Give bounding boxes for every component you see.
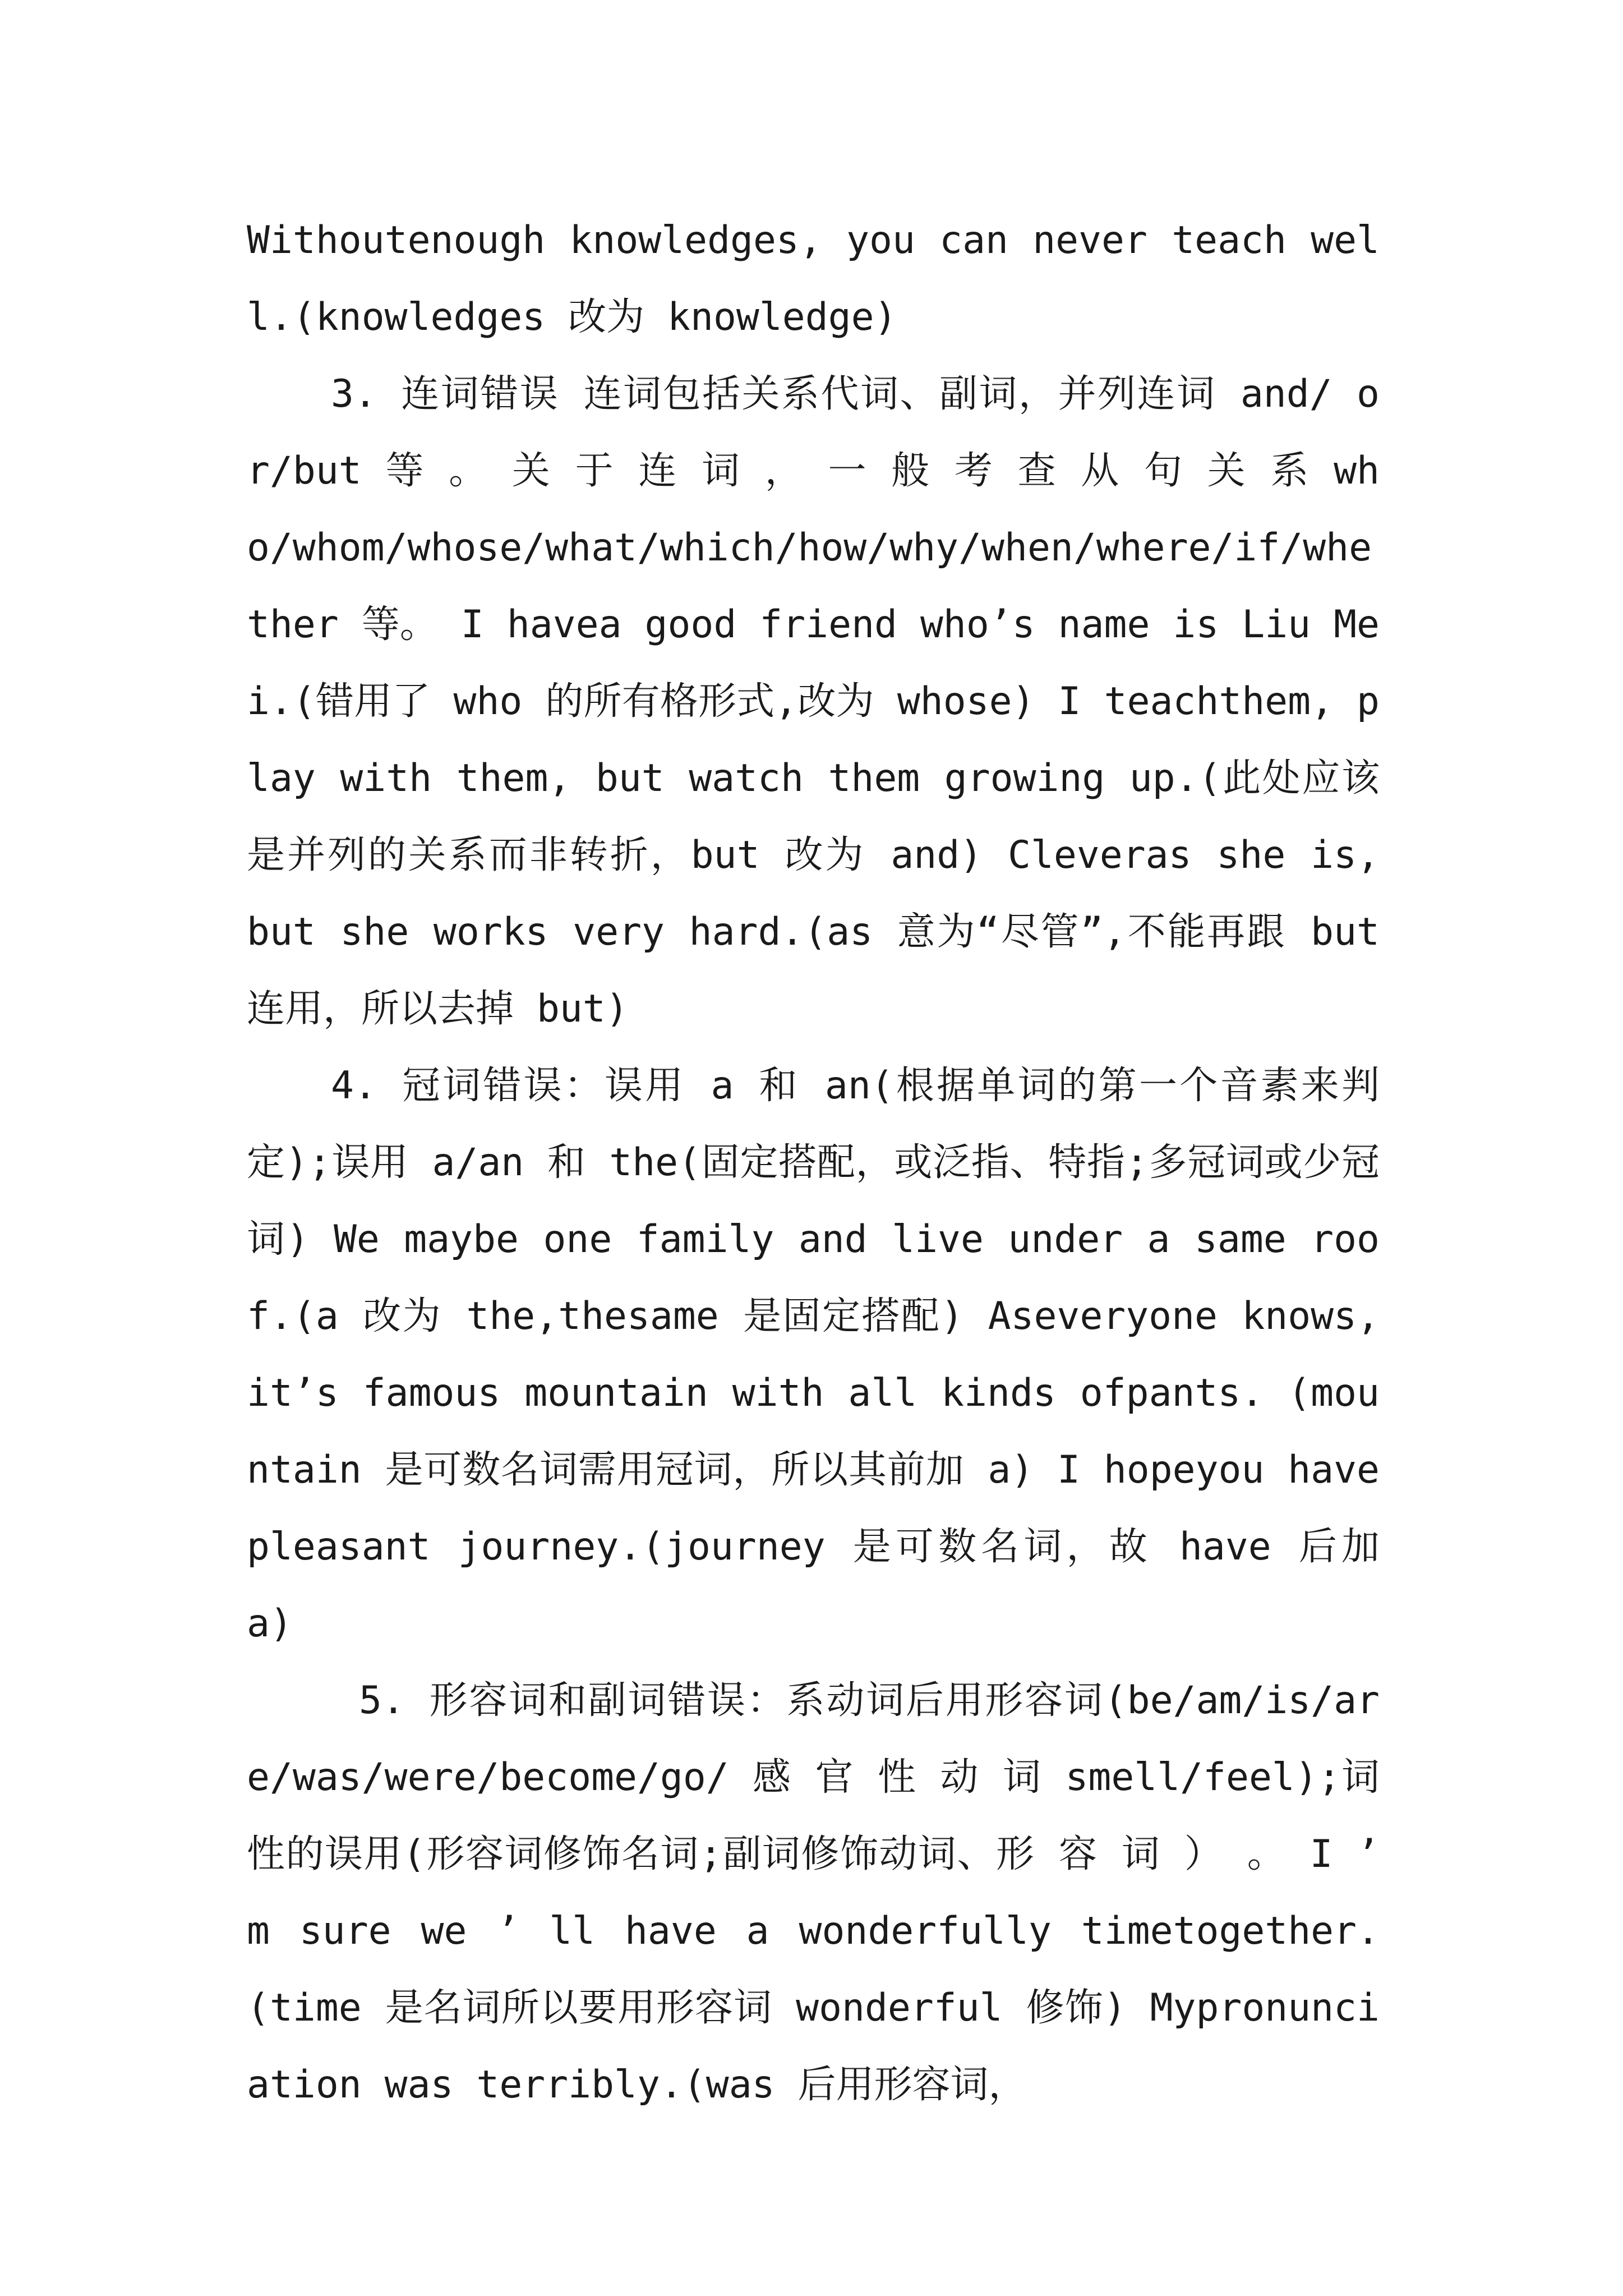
paragraph-adjective-adverb-errors: 5. 形容词和副词错误：系动词后用形容词(be/am/is/are/was/were/become/go/ 感 官 性 动 词 smell/feel);词性的误用(形容词修饰名词;副词修饰动词、形 容 词 ） 。 I ’ m sure we ’ ll have a wonderfully timetogether. (time 是名词所以要用形容词 wonderful 修饰) Mypronunciation was terribly.(was 后用形容词， bbox=[247, 1678, 1380, 2107]
paragraph-article-errors: 4. 冠词错误：误用 a 和 an(根据单词的第一个音素来判定);误用 a/an 和 the(固定搭配，或泛指、特指;多冠词或少冠词) We maybe one family and live under a same roof.(a 改为 the,thesame 是固定搭配) Aseveryone knows, it’s famous mountain with all kinds ofpants. (mountain 是可数名词需用冠词，所以其前加 a) I hopeyou have pleasant journey.(journey 是可数名词，故 have 后加 a) bbox=[247, 1064, 1380, 1646]
document-body bbox=[247, 202, 1380, 2123]
paragraph-intro: Withoutenough knowledges, you can never teach well.(knowledges 改为 knowledge) bbox=[247, 218, 1380, 339]
paragraph-conjunction-errors: 3. 连词错误 连词包括关系代词、副词，并列连词 and/ or/but 等 。 关 于 连 词 ， 一 般 考 查 从 句 关 系 who/whom/whose/what/which/how/why/when/where/if/whether 等。 I havea good friend who’s name is Liu Mei.(错用了 who 的所有格形式,改为 whose) I teachthem, play with them, but watch them growing up.(此处应该是并列的关系而非转折，but 改为 and) Cleveras she is, but she works very hard.(as 意为“尽管”,不能再跟 but 连用，所以去掉 but) bbox=[247, 372, 1380, 1031]
